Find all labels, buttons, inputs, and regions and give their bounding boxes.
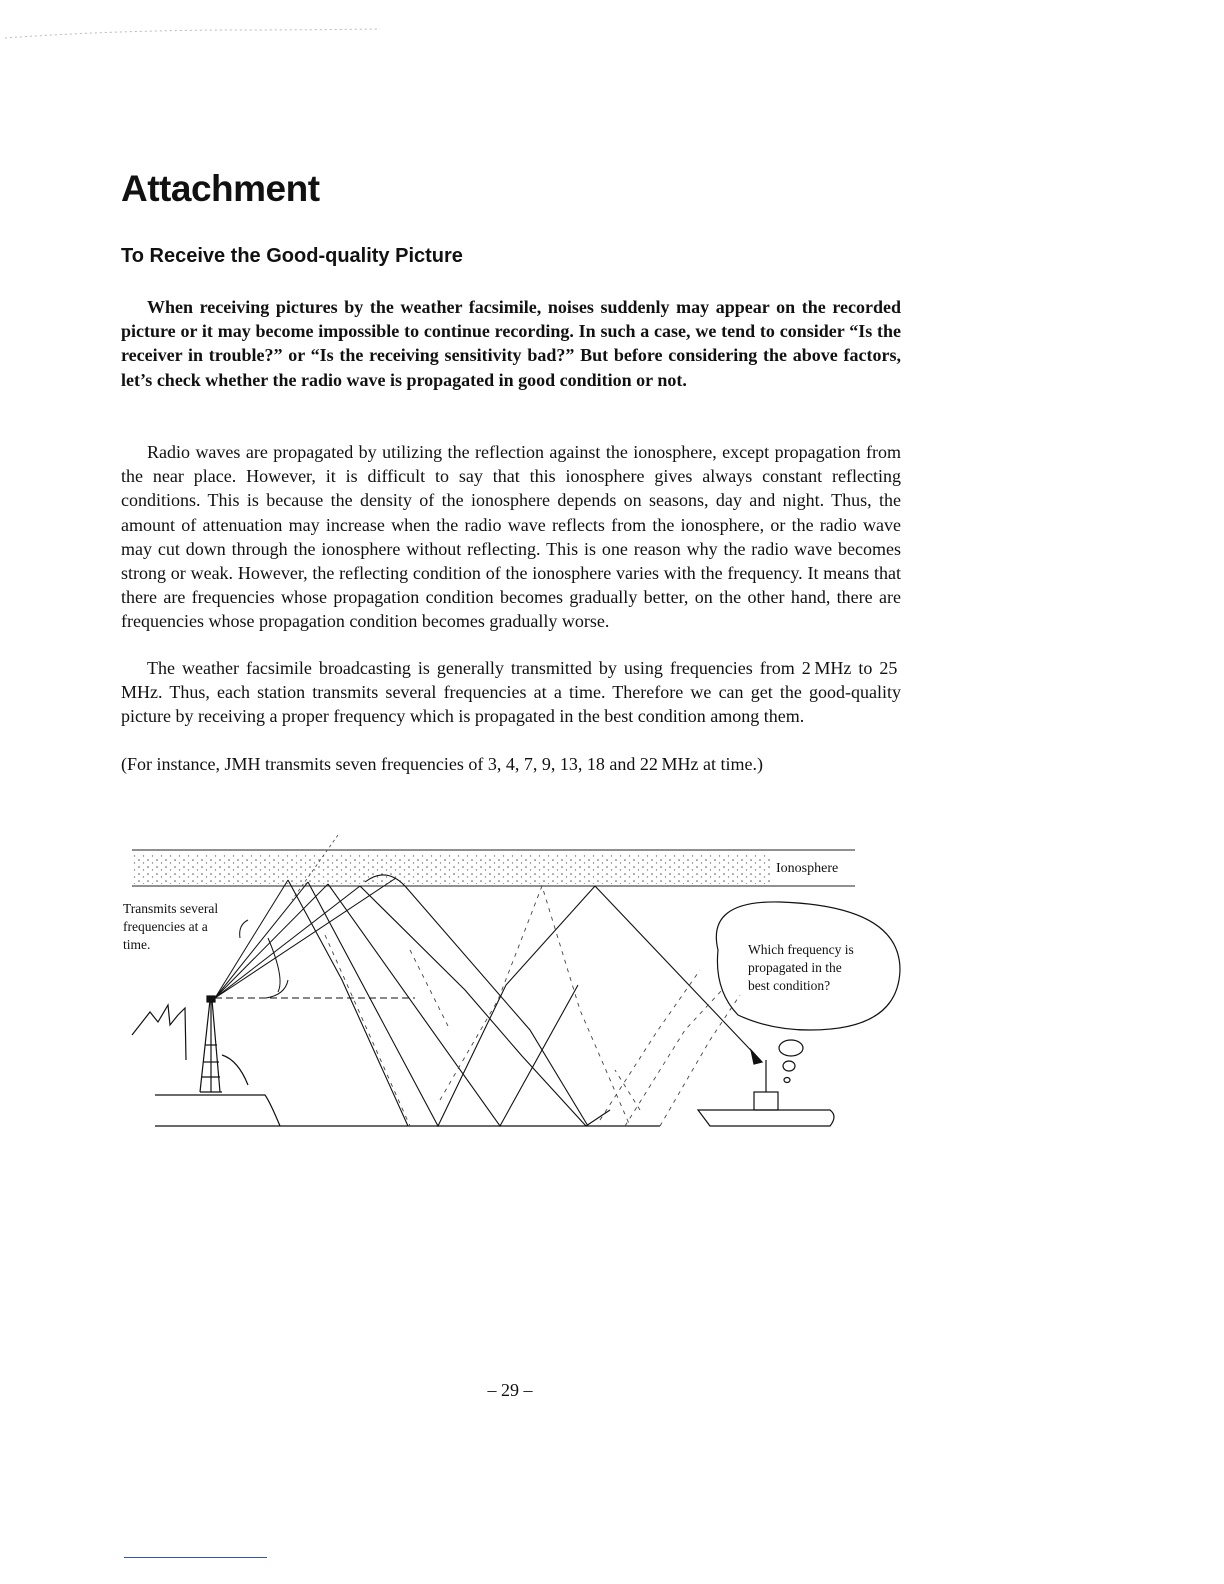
transmitter-label	[123, 901, 222, 952]
ionosphere-band	[132, 835, 855, 900]
receiver-bubble-line: Which frequency is	[748, 942, 854, 957]
receiver-bubble-text	[748, 942, 857, 993]
body-paragraph-example: (For instance, JMH transmits seven frequencies of 3, 4, 7, 9, 13, 18 and 22 MHz at time.)	[121, 754, 763, 774]
transmitter-label-line: time.	[123, 937, 151, 952]
transmitter-label-line: frequencies at a	[123, 919, 208, 934]
footer-rule	[124, 1557, 267, 1558]
intro-paragraph: When receiving pictures by the weather facsimile, noises suddenly may appear on the recorded picture or it may become impossible to continue recording. In such a case, we tend to consider “Is the receiver in trouble?” or “Is the receiving sensitivity bad?” But before considering the above factors, let’s check whether the radio wave is propagated in good condition or not.	[121, 297, 901, 390]
receiver-ship	[698, 1050, 834, 1126]
radio-propagation-diagram	[110, 830, 910, 1140]
transmitter-label-line: Transmits several	[123, 901, 219, 916]
transmitter-tower	[200, 996, 248, 1092]
body-paragraph-frequencies: The weather facsimile broadcasting is generally transmitted by using frequencies from 2 MHz to 25 MHz. Thus, each station transmits several frequencies at a time. Therefore we can get the good-quality picture by receiving a proper frequency which is propagated in the best condition among them.	[121, 658, 901, 727]
body-paragraph-propagation: Radio waves are propagated by utilizing the reflection against the ionosphere, except propagation from the near place. However, it is difficult to say that this ionosphere gives always constant reflecting conditions. This is because the density of the ionosphere depends on seasons, day and night. Thus, the amount of attenuation may increase when the radio wave reflects from the ionosphere, or the radio wave may cut down through the ionosphere without reflecting. This is one reason why the radio wave becomes strong or weak. However, the reflecting condition of the ionosphere varies with the frequency. It means that there are frequencies whose propagation condition becomes gradually better, on the other hand, there are frequencies whose propagation condition becomes gradually worse.	[121, 442, 901, 632]
mountain-sketch	[132, 1005, 186, 1060]
page-title: Attachment	[121, 168, 320, 209]
receiver-bubble-line: propagated in the	[748, 960, 842, 975]
page-number: – 29 –	[487, 1380, 533, 1400]
ionosphere-label: Ionosphere	[776, 861, 839, 876]
reflected-wave-paths	[288, 875, 762, 1126]
section-subtitle: To Receive the Good-quality Picture	[121, 245, 463, 267]
faint-wave-paths	[325, 886, 740, 1126]
ground-line	[155, 1095, 660, 1126]
receiver-bubble-line: best condition?	[748, 978, 831, 993]
scan-artifact	[0, 20, 400, 40]
